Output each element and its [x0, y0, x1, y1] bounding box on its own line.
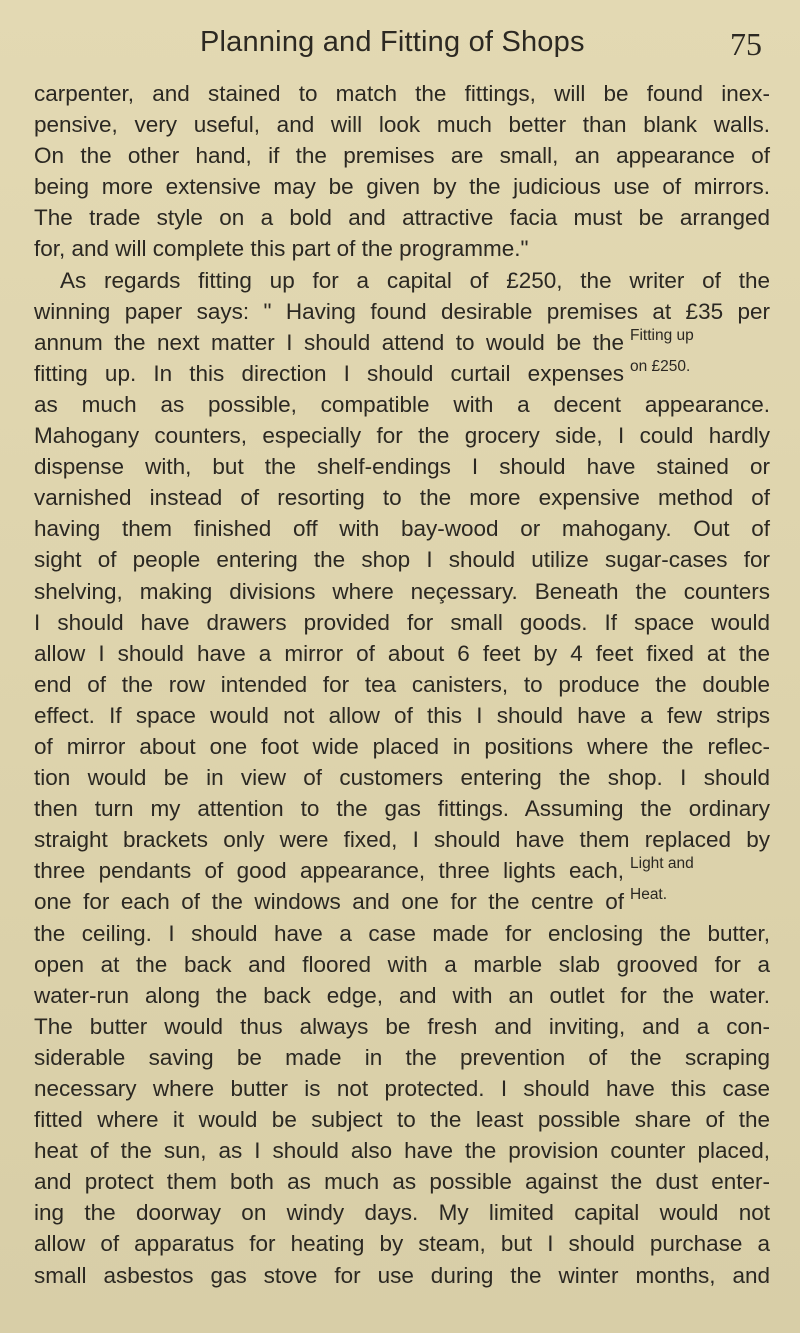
text-line: allow of apparatus for heating by steam, but I should purchase a: [34, 1231, 770, 1257]
text-line: three pendants of good appearance, three lights each,: [34, 858, 624, 884]
text-line: tion would be in view of customers entering the shop. I should: [34, 765, 770, 791]
text-line: effect. If space would not allow of this I should have a few strips: [34, 702, 770, 728]
text-line: and protect them both as much as possible against the dust enter-: [34, 1169, 770, 1195]
text-line: varnished instead of resorting to the more expensive method of: [34, 485, 770, 511]
text-line: water-run along the back edge, and with an outlet for the water.: [34, 982, 770, 1008]
text-line: sight of people entering the shop I should utilize sugar-cases for: [34, 547, 770, 573]
text-line: dispense with, but the shelf-endings I should have stained or: [34, 454, 770, 480]
text-line: end of the row intended for tea canisters, to produce the double: [34, 671, 770, 697]
text-line: fitted where it would be subject to the least possible share of the: [34, 1107, 770, 1133]
text-line: having them finished off with bay-wood or mahogany. Out of: [34, 516, 770, 542]
margin-note-light-1: Light and: [630, 855, 694, 873]
text-line: siderable saving be made in the prevention of the scraping: [34, 1044, 770, 1070]
text-line: heat of the sun, as I should also have the provision counter placed,: [34, 1138, 770, 1164]
margin-note-fitting-2: on £250.: [630, 357, 691, 375]
text-line: allow I should have a mirror of about 6 feet by 4 feet fixed at the: [34, 640, 770, 666]
text-line: fitting up. In this direction I should curtail expenses: [34, 360, 624, 386]
text-line: shelving, making divisions where neçessary. Beneath the counters: [34, 578, 770, 604]
text-line: pensive, very useful, and will look much better than blank walls.: [34, 112, 770, 138]
text-line: the ceiling. I should have a case made for enclosing the butter,: [34, 920, 770, 946]
text-line: being more extensive may be given by the judicious use of mirrors.: [34, 174, 770, 200]
page-header: [0, 20, 800, 60]
text-line: for, and will complete this part of the programme.": [34, 236, 529, 262]
text-line: On the other hand, if the premises are small, an appearance of: [34, 143, 770, 169]
text-line: The butter would thus always be fresh and inviting, and a con-: [34, 1013, 770, 1039]
text-line: Mahogany counters, especially for the grocery side, I could hardly: [34, 423, 770, 449]
body-text: [34, 78, 770, 1291]
text-line: ing the doorway on windy days. My limited capital would not: [34, 1200, 770, 1226]
text-line: As regards fitting up for a capital of £250, the writer of the: [60, 267, 770, 293]
margin-note-light-2: Heat.: [630, 886, 668, 904]
text-line: The trade style on a bold and attractive facia must be arranged: [34, 205, 770, 231]
text-line: straight brackets only were fixed, I should have them replaced by: [34, 827, 770, 853]
text-line: then turn my attention to the gas fittings. Assuming the ordinary: [34, 796, 770, 822]
text-line: necessary where butter is not protected. I should have this case: [34, 1076, 770, 1101]
text-line: as much as possible, compatible with a decent appearance.: [34, 391, 770, 417]
text-line: one for each of the windows and one for the centre of: [34, 889, 624, 915]
text-line: carpenter, and stained to match the fittings, will be found inex-: [34, 81, 770, 106]
margin-note-fitting-1: Fitting up: [630, 326, 694, 344]
text-line: small asbestos gas stove for use during the winter months, and: [34, 1262, 770, 1288]
text-line: winning paper says: " Having found desirable premises at £35 per: [34, 298, 770, 324]
text-line: I should have drawers provided for small goods. If space would: [34, 609, 770, 635]
text-line: annum the next matter I should attend to would be the: [34, 329, 624, 355]
page-number: 75: [730, 26, 762, 62]
text-line: open at the back and floored with a marble slab grooved for a: [34, 951, 770, 977]
running-title: Planning and Fitting of Shops: [200, 26, 585, 58]
text-line: of mirror about one foot wide placed in positions where the reflec-: [34, 733, 770, 759]
